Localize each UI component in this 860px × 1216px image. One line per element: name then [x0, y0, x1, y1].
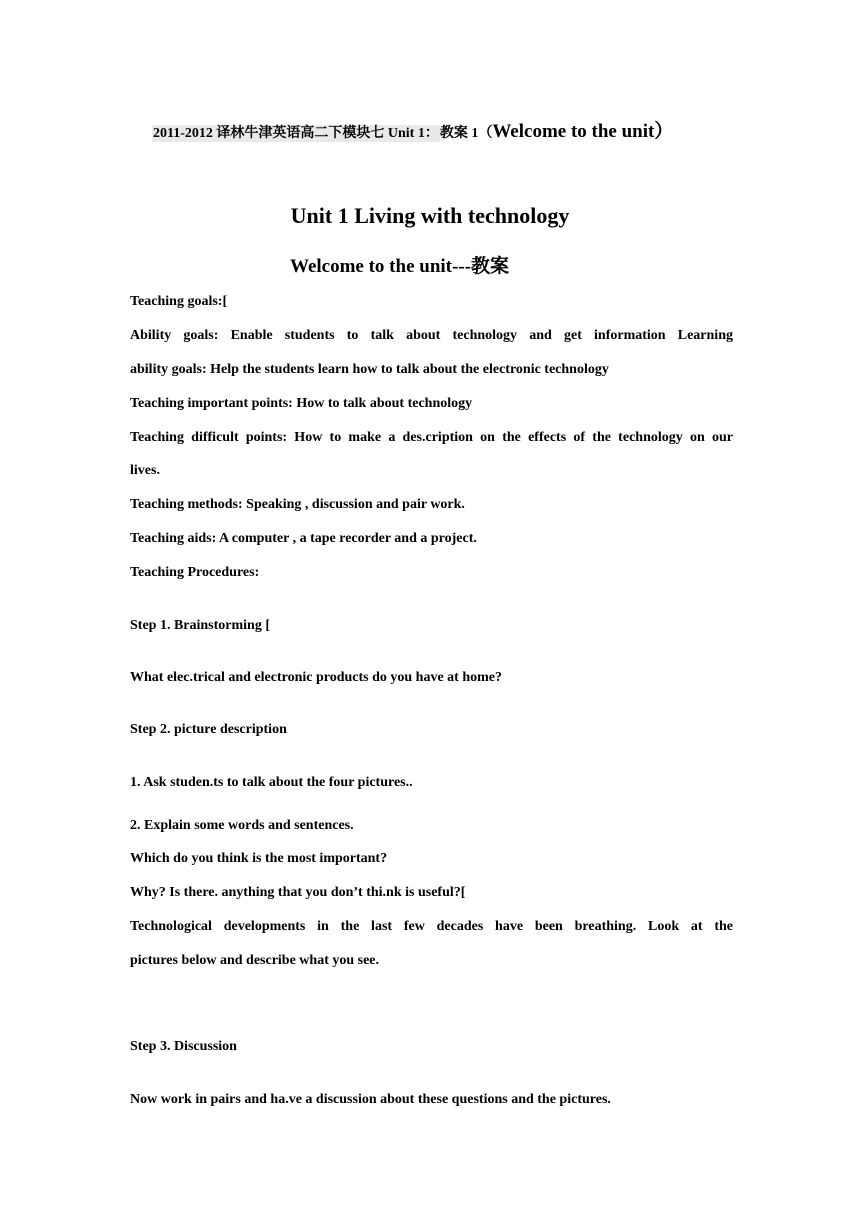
ability-goals-line-1: Ability goals: Enable students to talk about technology and get information Learning: [130, 328, 733, 343]
difficult-points-line-2: lives.: [130, 463, 160, 478]
step-2-item-1: 1. Ask studen.ts to talk about the four pictures..: [130, 775, 413, 790]
teaching-aids: Teaching aids: A computer , a tape recorder and a project.: [130, 531, 477, 546]
ability-goals-line-2: ability goals: Help the students learn how to talk about the electronic technology: [130, 362, 609, 377]
teaching-methods: Teaching methods: Speaking , discussion and pair work.: [130, 497, 465, 512]
step-1-heading: Step 1. Brainstorming [: [130, 618, 270, 633]
header-part-1: 2011-2012 译林牛津英语高二下模块七 Unit 1：: [153, 126, 439, 141]
step-1-question: What elec.trical and electronic products do you have at home?: [130, 670, 503, 685]
step-2-paragraph-line-1: Technological developments in the last few decades have been breathing. Look at the: [130, 919, 733, 934]
teaching-procedures-heading: Teaching Procedures:: [130, 565, 260, 580]
step-2-question-2: Why? Is there. anything that you don’t thi.nk is useful?[: [130, 885, 466, 900]
step-2-question-1: Which do you think is the most important?: [130, 851, 388, 866]
step-3-heading: Step 3. Discussion: [130, 1039, 237, 1054]
step-2-paragraph-line-2: pictures below and describe what you see.: [130, 953, 380, 968]
header-part-3: Welcome to the unit）: [492, 121, 674, 142]
header-part-2: 教案 1（: [439, 126, 493, 141]
teaching-goals-heading: Teaching goals:[: [130, 294, 228, 309]
step-2-item-2: 2. Explain some words and sentences.: [130, 818, 354, 833]
unit-subtitle: Welcome to the unit---教案: [290, 256, 509, 277]
important-points: Teaching important points: How to talk about technology: [130, 396, 473, 411]
difficult-points-line-1: Teaching difficult points: How to make a des.cription on the effects of the technology on our: [130, 430, 733, 445]
unit-title: Unit 1 Living with technology: [290, 203, 570, 228]
step-2-heading: Step 2. picture description: [130, 722, 287, 737]
document-header: [152, 116, 673, 143]
step-3-instruction: Now work in pairs and ha.ve a discussion about these questions and the pictures.: [130, 1092, 611, 1107]
